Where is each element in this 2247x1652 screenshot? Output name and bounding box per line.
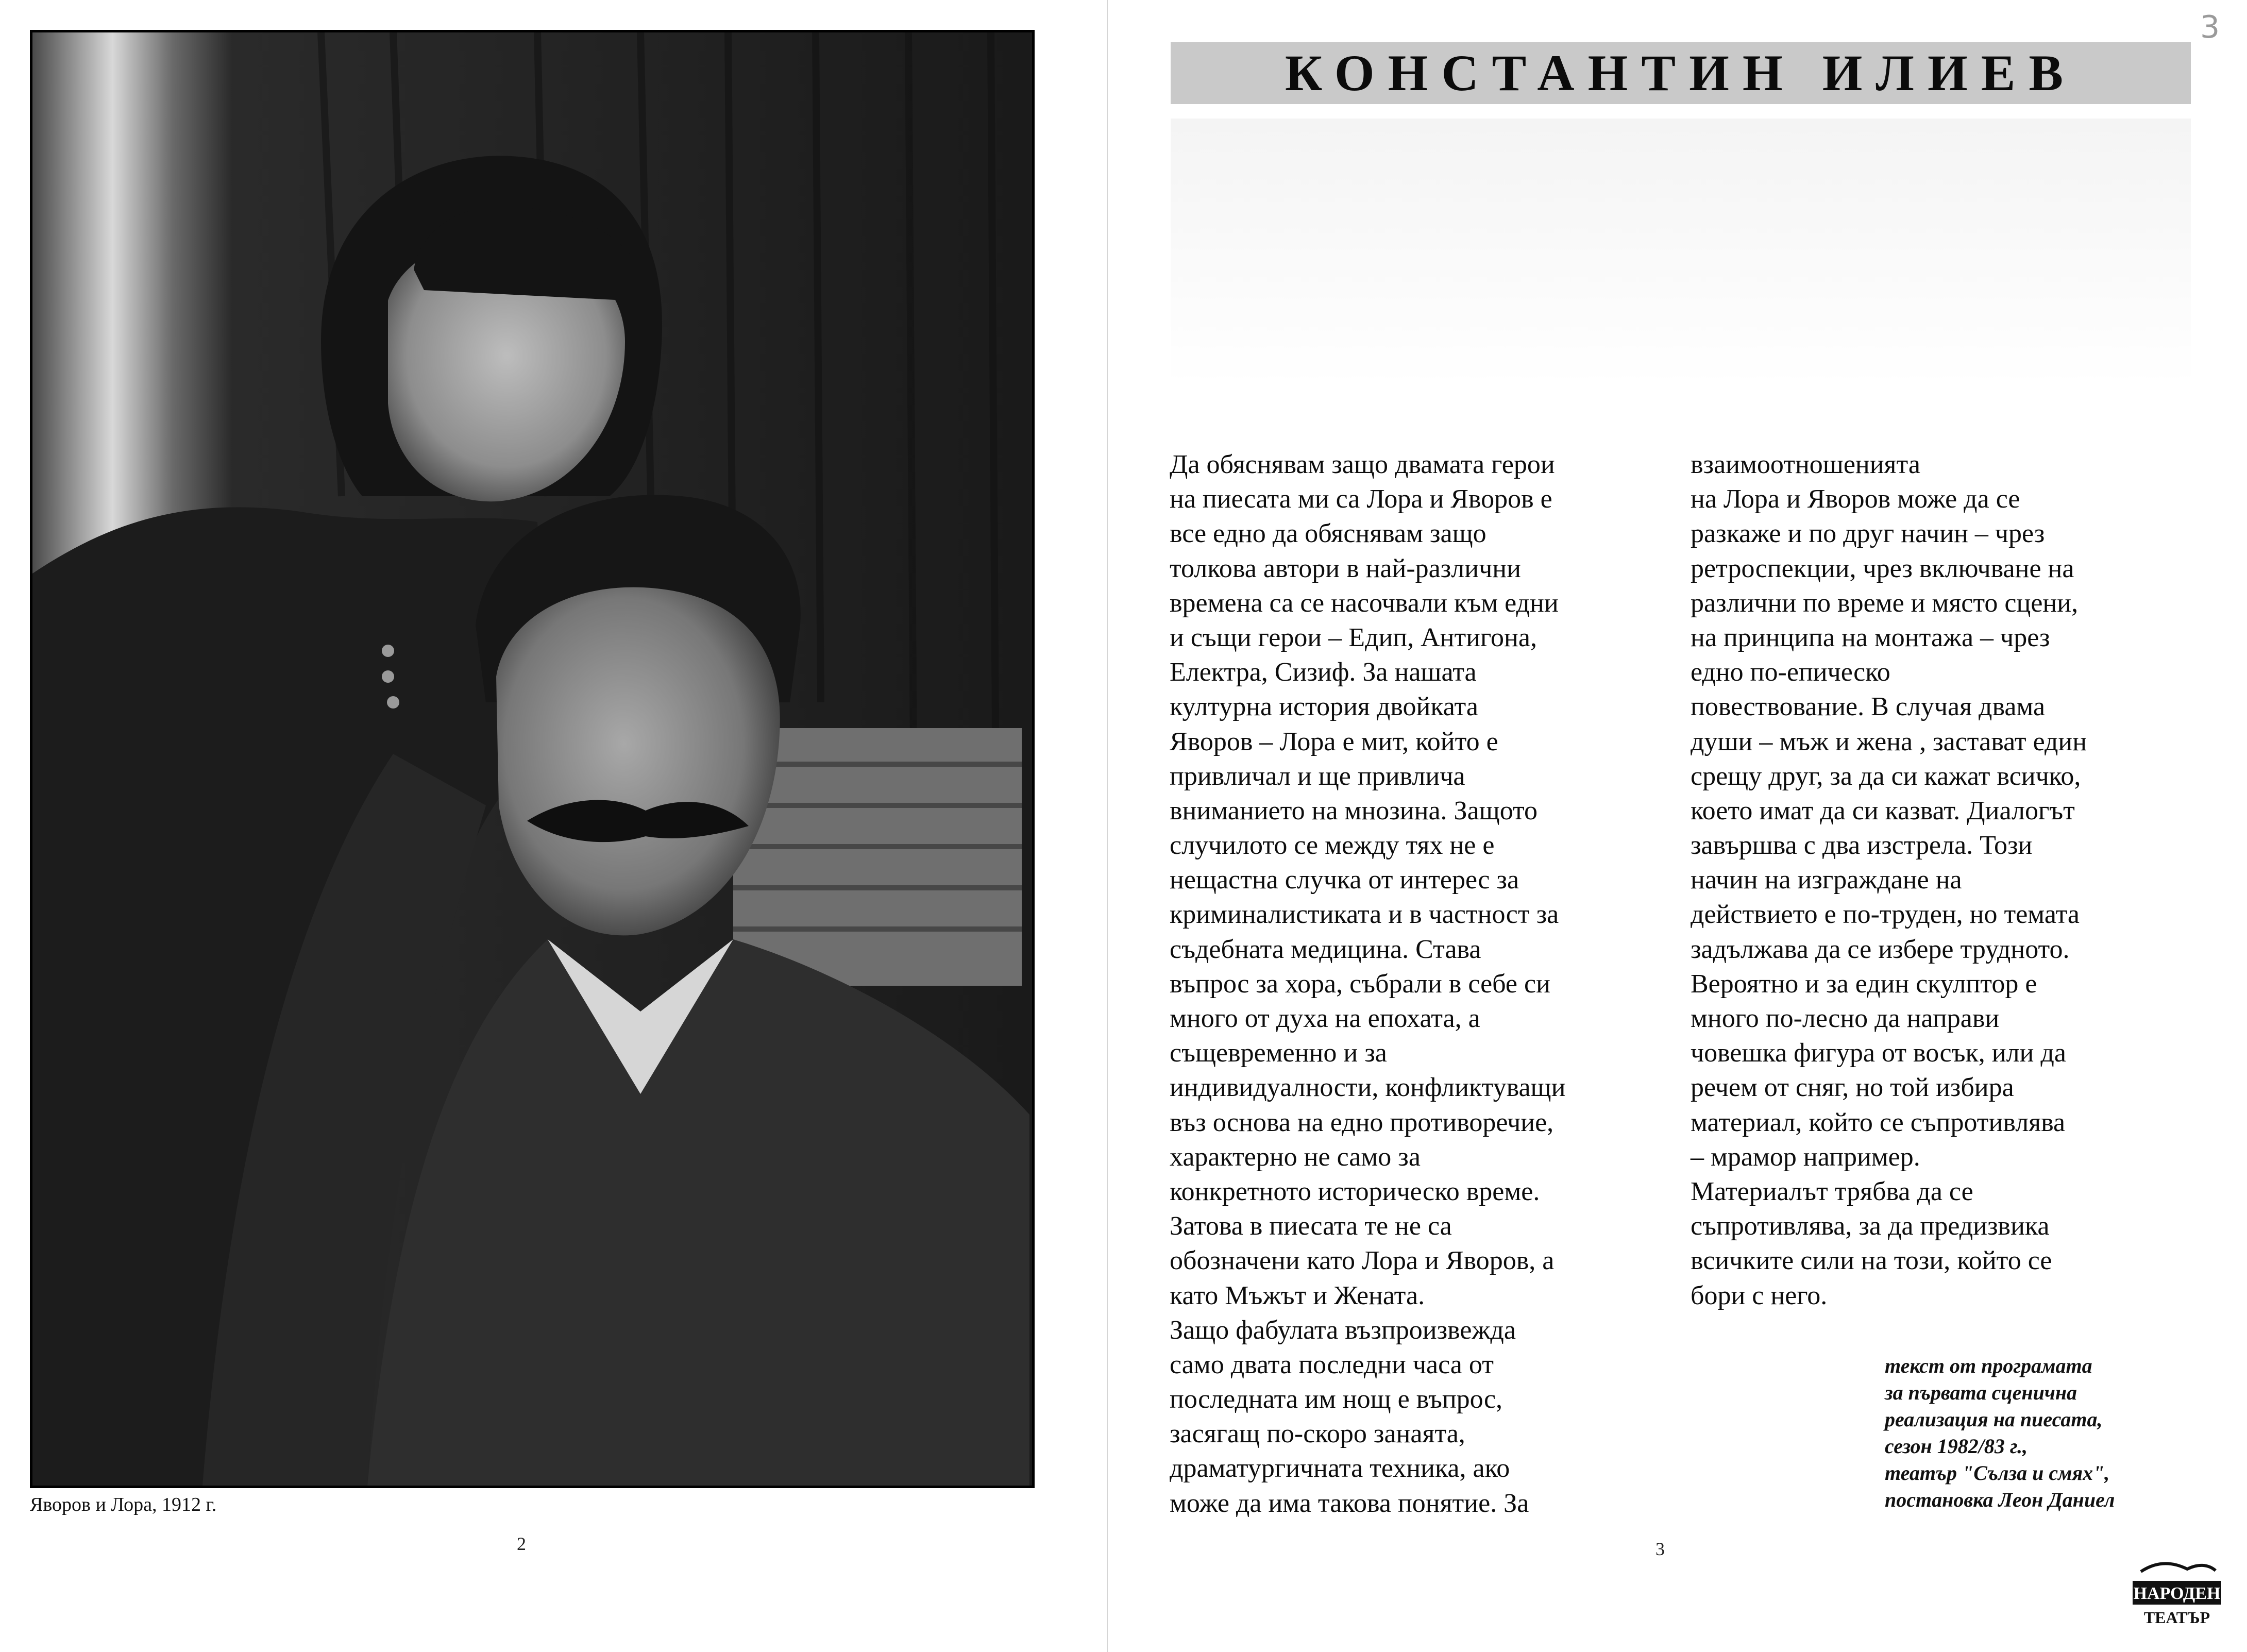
text-line: различни по време и място сцени, — [1691, 588, 2079, 618]
text-line: много по-лесно да направи — [1691, 1004, 2000, 1033]
text-line: последната им нощ е въпрос, — [1170, 1385, 1503, 1414]
text-line: на Лора и Яворов може да се — [1691, 484, 2020, 514]
text-line: действието е по-труден, но темата — [1691, 900, 2080, 930]
portrait-photo — [30, 30, 1035, 1488]
text-line: Яворов – Лора е мит, който е — [1170, 727, 1498, 756]
text-line: много от духа на епохата, а — [1170, 1004, 1480, 1033]
text-line: конкретното историческо време. — [1170, 1176, 1540, 1206]
text-line: души – мъж и жена , застават един — [1691, 727, 2087, 756]
text-line: човешка фигура от восък, или да — [1691, 1038, 2066, 1068]
left-page — [0, 0, 1108, 1652]
text-line: Затова в пиесата те не са — [1170, 1211, 1452, 1241]
text-line: театър "Сълза и смях", — [1885, 1461, 2110, 1485]
text-line: разкаже и по друг начин – чрез — [1691, 519, 2045, 549]
corner-mark: 3 — [2200, 9, 2220, 45]
text-line: Вероятно и за един скулптор е — [1691, 969, 2037, 999]
text-line: Материалът трябва да се — [1691, 1176, 1973, 1206]
text-line: постановка Леон Даниел — [1885, 1488, 2115, 1511]
text-line: драматургичната техника, ако — [1170, 1454, 1510, 1484]
text-line: сезон 1982/83 г., — [1885, 1435, 2028, 1458]
text-line: криминалистиката и в частност за — [1170, 900, 1559, 930]
logo-line-2: ТЕАТЪР — [2143, 1608, 2210, 1627]
text-line: бори с него. — [1691, 1280, 1828, 1310]
theatre-logo — [2125, 1556, 2228, 1633]
text-line: все едно да обяснявам защо — [1170, 519, 1486, 549]
text-line: – мрамор например. — [1691, 1142, 1920, 1172]
page-number-left: 2 — [517, 1533, 526, 1554]
text-line: случилото се между тях не е — [1170, 831, 1495, 861]
text-line: начин на изграждане на — [1691, 865, 1962, 895]
logo-line-1: НАРОДЕН — [2133, 1584, 2221, 1603]
text-line: Да обяснявам защо двамата герои — [1170, 450, 1555, 479]
text-line: което имат да си казват. Диалогът — [1691, 796, 2075, 825]
text-column-2 — [1691, 447, 2185, 1313]
text-line: речем от сняг, но той избира — [1691, 1073, 2014, 1103]
text-line: едно по-епическо — [1691, 658, 1890, 687]
text-line: съпротивлява, за да предизвика — [1691, 1211, 2050, 1241]
theatre-logo-icon — [2125, 1556, 2228, 1633]
text-line: завършва с два изстрела. Този — [1691, 831, 2033, 861]
text-line: засягащ по-скоро занаята, — [1170, 1419, 1465, 1449]
text-line: същевременно и за — [1170, 1038, 1387, 1068]
text-line: взаимоотношенията — [1691, 450, 1920, 479]
show-through-area — [1171, 119, 2191, 386]
text-line: въпрос за хора, събрали в себе си — [1170, 969, 1550, 999]
text-line: нещастна случка от интерес за — [1170, 865, 1519, 895]
text-line: времена са се насочвали към едни — [1170, 588, 1559, 618]
page-number-right: 3 — [1655, 1539, 1665, 1559]
text-line: индивидуалности, конфликтуващи — [1170, 1073, 1566, 1103]
text-line: за първата сценична — [1885, 1381, 2077, 1404]
text-line: реализация на пиесата, — [1885, 1408, 2103, 1431]
text-line: ретроспекции, чрез включване на — [1691, 553, 2074, 583]
text-line: културна история двойката — [1170, 692, 1478, 722]
text-line: като Мъжът и Жената. — [1170, 1280, 1425, 1310]
text-line: може да има такова понятие. За — [1170, 1488, 1529, 1518]
text-line: и същи герои – Едип, Антигона, — [1170, 622, 1537, 652]
text-line: повествование. В случая двама — [1691, 692, 2046, 722]
text-column-1 — [1170, 447, 1654, 1521]
photo-caption: Яворов и Лора, 1912 г. — [30, 1494, 217, 1515]
text-line: на пиесата ми са Лора и Яворов е — [1170, 484, 1552, 514]
source-credits — [1885, 1353, 2115, 1513]
text-line: Защо фабулата възпроизвежда — [1170, 1315, 1516, 1345]
text-line: текст от програмата — [1885, 1354, 2092, 1377]
page-title: КОНСТАНТИН ИЛИЕВ — [1285, 44, 2077, 102]
text-line: материал, който се съпротивлява — [1691, 1107, 2066, 1137]
text-line: привличал и ще привлича — [1170, 761, 1465, 791]
text-line: задължава да се избере трудното. — [1691, 934, 2070, 964]
text-line: въз основа на едно противоречие, — [1170, 1107, 1554, 1137]
title-band — [1171, 42, 2191, 104]
text-line: Електра, Сизиф. За нашата — [1170, 658, 1477, 687]
text-line: толкова автори в най-различни — [1170, 553, 1521, 583]
text-line: всичките сили на този, който се — [1691, 1246, 2052, 1276]
text-line: на принципа на монтажа – чрез — [1691, 622, 2050, 652]
portrait-photo-icon — [32, 32, 1032, 1486]
text-line: характерно не само за — [1170, 1142, 1421, 1172]
text-line: обозначени като Лора и Яворов, а — [1170, 1246, 1555, 1276]
text-line: срещу друг, за да си кажат всичко, — [1691, 761, 2081, 791]
text-line: съдебната медицина. Става — [1170, 934, 1481, 964]
text-line: вниманието на мнозина. Защото — [1170, 796, 1538, 825]
right-page — [1108, 0, 2247, 1652]
text-line: само двата последни часа от — [1170, 1350, 1494, 1379]
